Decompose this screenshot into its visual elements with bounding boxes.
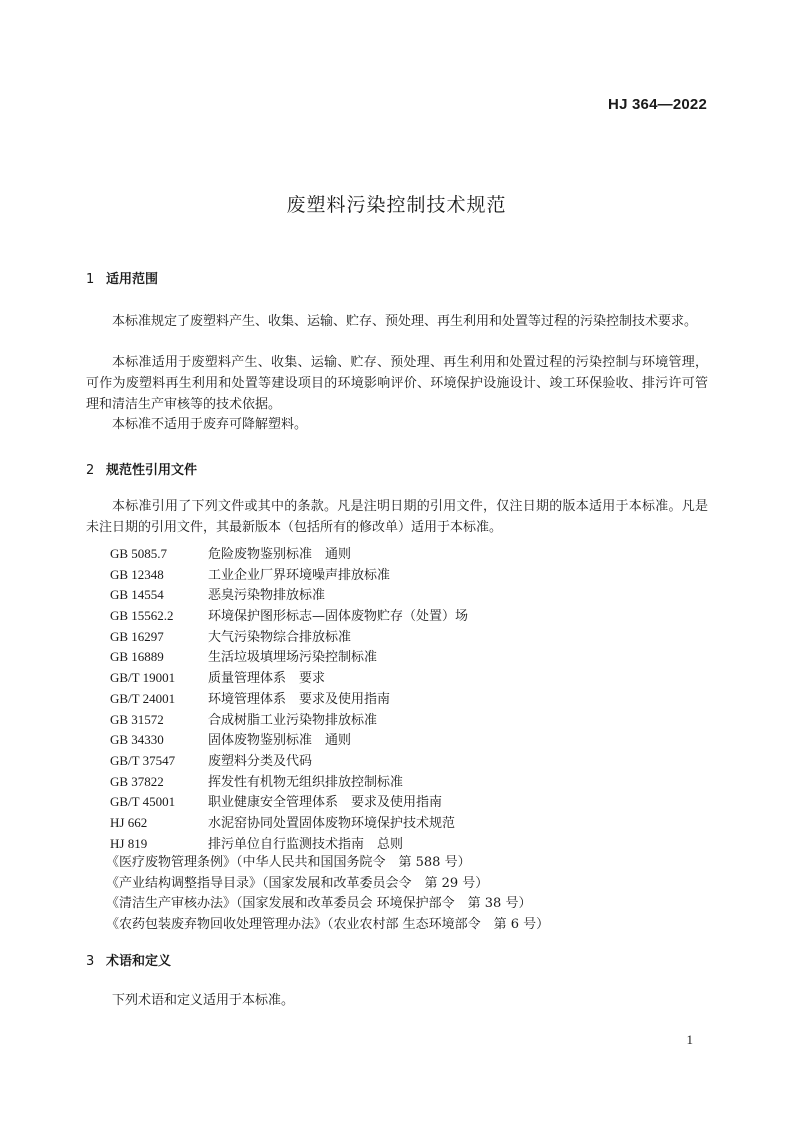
reference-code: GB/T 24001 bbox=[110, 690, 176, 706]
reference-item bbox=[110, 647, 468, 668]
reference-code: HJ 819 bbox=[110, 835, 148, 851]
reference-code: HJ 662 bbox=[110, 814, 148, 830]
regulation-list bbox=[106, 853, 549, 935]
reference-code: GB 34330 bbox=[110, 732, 164, 748]
reference-name: 合成树脂工业污染物排放标准 bbox=[208, 712, 378, 728]
reference-name: 危险废物鉴别标准 通则 bbox=[208, 547, 352, 562]
reference-name: 职业健康安全管理体系 要求及使用指南 bbox=[208, 795, 443, 811]
reference-name: 环境管理体系 要求及使用指南 bbox=[208, 691, 391, 707]
reference-list bbox=[110, 544, 468, 854]
reference-item bbox=[110, 792, 468, 813]
paragraph: 本标准适用于废塑料产生、收集、运输、贮存、预处理、再生利用和处置过程的污染控制与环境管理，可作为废塑料再生利用和处置等建设项目的环境影响评价、环境保护设施设计、竣工环保验收、排污许可管理和清洁生产审核等的技术依据。 bbox=[86, 355, 708, 412]
reference-item bbox=[110, 668, 468, 689]
reference-name: 固体废物鉴别标准 通则 bbox=[208, 733, 352, 749]
reference-code: GB 16297 bbox=[110, 628, 164, 644]
reference-item bbox=[110, 710, 468, 731]
reference-item bbox=[110, 751, 468, 772]
reference-item bbox=[110, 730, 468, 751]
reference-name: 废塑料分类及代码 bbox=[208, 753, 313, 769]
reference-item bbox=[110, 689, 468, 710]
reference-item bbox=[110, 772, 468, 793]
reference-item bbox=[110, 834, 468, 855]
reference-name: 质量管理体系 要求 bbox=[208, 671, 326, 687]
reference-name: 挥发性有机物无组织排放控制标准 bbox=[208, 774, 404, 790]
reference-code: GB 16889 bbox=[110, 649, 164, 665]
reference-code: GB 12348 bbox=[110, 566, 164, 582]
section-number: 3 bbox=[86, 954, 95, 969]
regulation-item: 《医疗废物管理条例》（中华人民共和国国务院令 第 588 号） bbox=[106, 855, 471, 870]
section-heading-2 bbox=[86, 459, 197, 478]
reference-item bbox=[110, 813, 468, 834]
section-title: 适用范围 bbox=[106, 272, 159, 287]
reference-name: 工业企业厂界环境噪声排放标准 bbox=[208, 567, 391, 583]
section-title: 规范性引用文件 bbox=[106, 463, 198, 478]
reference-name: 生活垃圾填埋场污染控制标准 bbox=[208, 650, 378, 666]
reference-item bbox=[110, 627, 468, 648]
regulation-item: 《清洁生产审核办法》（国家发展和改革委员会 环境保护部令 第 38 号） bbox=[106, 896, 532, 911]
reference-code: GB 5085.7 bbox=[110, 546, 168, 561]
reference-code: GB 31572 bbox=[110, 711, 164, 727]
standard-code: HJ 364—2022 bbox=[608, 96, 707, 113]
reference-name: 排污单位自行监测技术指南 总则 bbox=[208, 836, 404, 852]
section-title: 术语和定义 bbox=[106, 954, 172, 969]
section-heading-3 bbox=[86, 950, 171, 969]
reference-code: GB/T 37547 bbox=[110, 752, 176, 768]
reference-name: 环境保护图形标志—固体废物贮存（处置）场 bbox=[208, 609, 469, 625]
reference-code: GB/T 19001 bbox=[110, 670, 176, 686]
reference-item bbox=[110, 585, 468, 606]
reference-code: GB 15562.2 bbox=[110, 608, 174, 624]
reference-name: 大气污染物综合排放标准 bbox=[208, 629, 352, 645]
reference-code: GB/T 45001 bbox=[110, 794, 176, 810]
regulation-item: 《产业结构调整指导目录》（国家发展和改革委员会令 第 29 号） bbox=[106, 875, 489, 891]
section-number: 1 bbox=[86, 272, 95, 287]
paragraph: 下列术语和定义适用于本标准。 bbox=[112, 993, 295, 1008]
reference-code: GB 37822 bbox=[110, 773, 164, 789]
reference-name: 水泥窑协同处置固体废物环境保护技术规范 bbox=[208, 815, 456, 831]
paragraph: 本标准引用了下列文件或其中的条款。凡是注明日期的引用文件，仅注日期的版本适用于本标准。凡是未注日期的引用文件，其最新版本（包括所有的修改单）适用于本标准。 bbox=[86, 499, 708, 535]
reference-code: GB 14554 bbox=[110, 587, 164, 603]
reference-item bbox=[110, 544, 468, 565]
section-heading-1 bbox=[86, 268, 158, 287]
page-number: 1 bbox=[686, 1032, 693, 1047]
regulation-item: 《农药包装废弃物回收处理管理办法》（农业农村部 生态环境部令 第 6 号） bbox=[106, 916, 550, 932]
section-number: 2 bbox=[86, 463, 95, 478]
paragraph: 本标准规定了废塑料产生、收集、运输、贮存、预处理、再生利用和处置等过程的污染控制技术要求。 bbox=[112, 314, 698, 329]
reference-item bbox=[110, 565, 468, 586]
reference-name: 恶臭污染物排放标准 bbox=[208, 588, 326, 604]
paragraph: 本标准不适用于废弃可降解塑料。 bbox=[112, 417, 308, 432]
document-title: 废塑料污染控制技术规范 bbox=[286, 194, 507, 216]
reference-item bbox=[110, 606, 468, 627]
